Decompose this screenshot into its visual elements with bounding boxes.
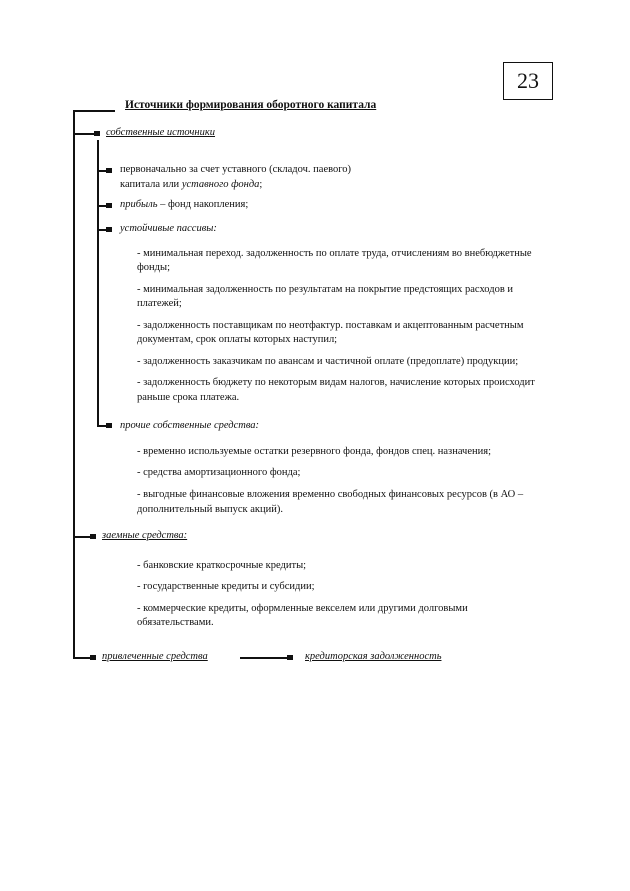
bullet: - задолженность бюджету по некоторым видам налогов, начисление которых происходит — [137, 377, 535, 388]
bullet: раньше срока платежа. — [137, 392, 240, 403]
bullet: - задолженность заказчикам по авансам и частичной оплате (предоплате) продукции; — [137, 356, 519, 367]
arrow-icon — [240, 657, 292, 659]
arrow-icon — [97, 229, 111, 231]
item-line: первоначально за счет уставного (складоч. паевого) — [120, 164, 352, 175]
arrow-icon — [97, 170, 111, 172]
own-sources-heading: собственные источники — [106, 127, 216, 138]
arrow-icon — [97, 425, 111, 427]
own-tree-line — [97, 140, 99, 426]
text: – фонд накопления; — [157, 199, 249, 210]
item-line — [120, 178, 262, 192]
attracted-heading: привлеченные средства — [102, 651, 208, 662]
item-line — [120, 198, 248, 212]
main-tree-line — [73, 110, 75, 658]
text: ; — [259, 179, 263, 190]
accounts-payable-label: кредиторская задолженность — [305, 651, 442, 662]
arrow-icon — [73, 657, 95, 659]
bullet: - средства амортизационного фонда; — [137, 467, 301, 478]
arrow-icon — [97, 205, 111, 207]
bullet: платежей; — [137, 298, 182, 309]
bullet: фонды; — [137, 262, 170, 273]
page-number: 23 — [503, 62, 553, 100]
text: капитала или — [120, 179, 182, 190]
bullet: - задолженность поставщикам по неотфактур. поставкам и акцептованным расчетным — [137, 320, 524, 331]
arrow-icon — [73, 133, 99, 135]
bullet: дополнительный выпуск акций). — [137, 504, 284, 515]
borrowed-heading: заемные средства: — [102, 530, 188, 541]
bullet: - коммерческие кредиты, оформленные векселем или другими долговыми — [137, 603, 468, 614]
bullet: обязательствами. — [137, 617, 214, 628]
bullet: - минимальная задолженность по результатам на покрытие предстоящих расходов и — [137, 284, 514, 295]
bullet: - временно используемые остатки резервного фонда, фондов спец. назначения; — [137, 446, 491, 457]
bullet: - государственные кредиты и субсидии; — [137, 581, 315, 592]
subheading: устойчивые пассивы: — [120, 223, 217, 234]
bullet: - выгодные финансовые вложения временно свободных финансовых ресурсов (в АО – — [137, 489, 524, 500]
page-title: Источники формирования оборотного капитала — [125, 99, 377, 111]
connector-line — [73, 110, 115, 112]
bullet: - минимальная переход. задолженность по оплате труда, отчислениям во внебюджетные — [137, 248, 532, 259]
subheading: прочие собственные средства: — [120, 420, 260, 431]
bullet: документам, срок оплаты которых наступил; — [137, 334, 338, 345]
arrow-icon — [73, 536, 95, 538]
text: уставного фонда — [181, 179, 260, 190]
text: прибыль — [120, 199, 158, 210]
bullet: - банковские краткосрочные кредиты; — [137, 560, 307, 571]
